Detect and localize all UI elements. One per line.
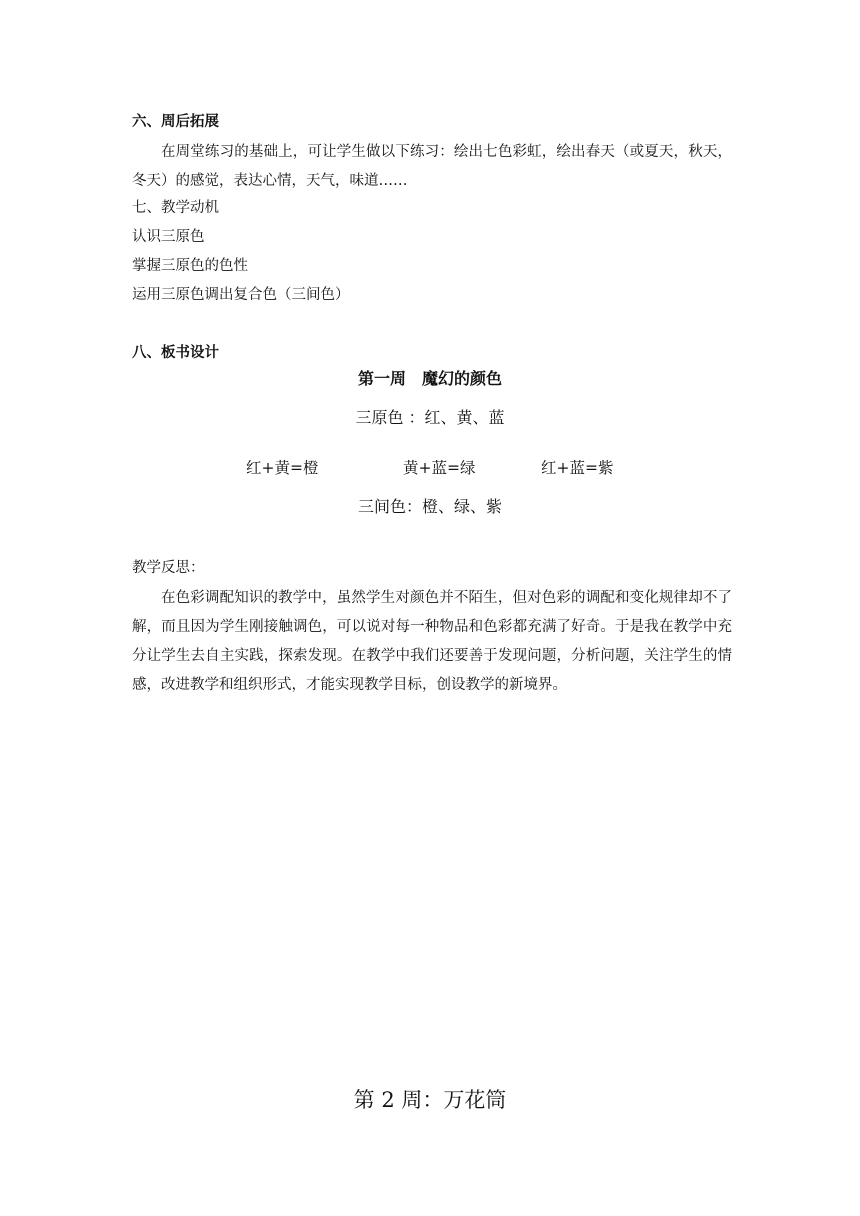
section7-item-1: 认识三原色: [132, 229, 205, 245]
reflection-heading: 教学反思：: [132, 560, 205, 576]
board-secondary-colors: 三间色：橙、绿、紫: [357, 497, 502, 516]
section8-heading: 八、板书设计: [132, 345, 219, 361]
section6-heading: 六、周后拓展: [132, 114, 219, 130]
board-equation-green: 黄+蓝=绿: [403, 459, 476, 477]
section7-item-3: 运用三原色调出复合色（三间色）: [132, 287, 350, 303]
board-primary-colors: 三原色 ：红、黄、蓝: [355, 408, 505, 427]
next-week-title: 第 2 周：万花筒: [353, 1088, 507, 1112]
board-title: 第一周 魔幻的颜色: [357, 369, 502, 388]
reflection-body: 在色彩调配知识的教学中，虽然学生对颜色并不陌生，但对色彩的调配和变化规律却不了解，而且因为学生刚接触调色，可以说对每一种物品和色彩都充满了好奇。于是我在教学中充分让学生去自主实践，探索发现。在教学中我们还要善于发现问题，分析问题，关注学生的情感，改进教学和组织形式，才能实现教学目标，创设教学的新境界。: [132, 590, 732, 693]
board-equation-purple: 红+蓝=紫: [541, 459, 614, 477]
section6-body: 在周堂练习的基础上，可让学生做以下练习：绘出七色彩虹，绘出春天（或夏天，秋天，冬天）的感觉，表达心情，天气，味道……: [132, 144, 732, 189]
board-equation-orange: 红+黄=橙: [246, 459, 319, 477]
section7-heading: 七、教学动机: [132, 200, 219, 216]
section7-item-2: 掌握三原色的色性: [132, 258, 248, 274]
